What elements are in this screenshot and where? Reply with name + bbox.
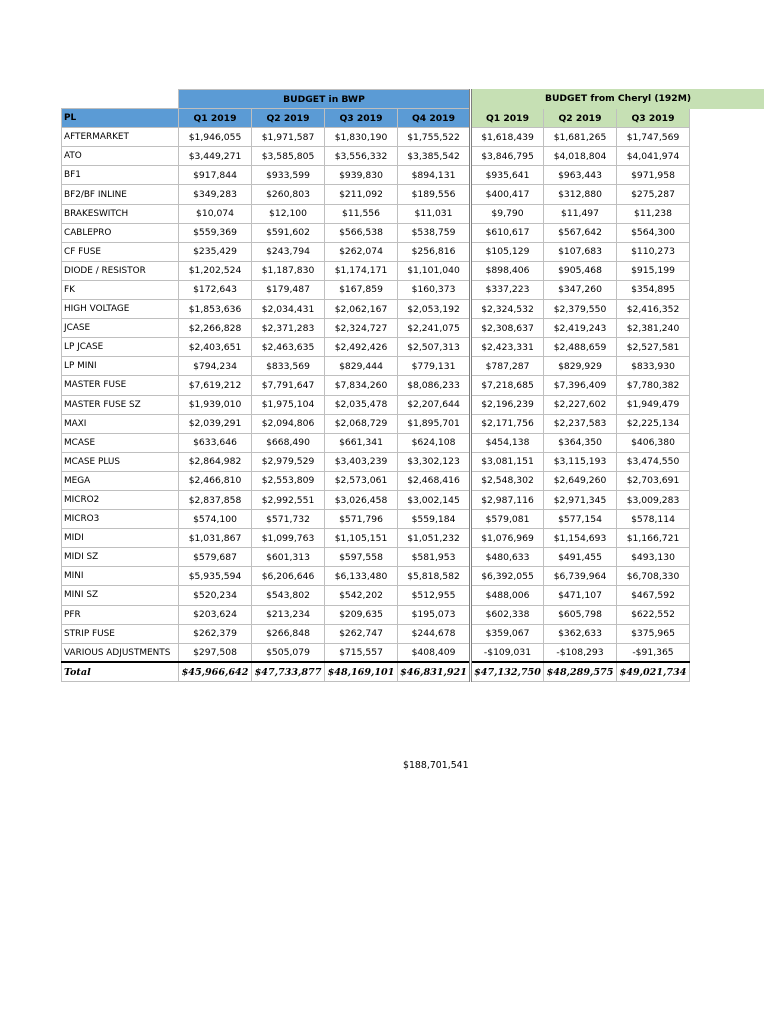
total-value-cell[interactable]: $47,132,750 (471, 662, 544, 681)
table-row (62, 166, 690, 185)
value-cell[interactable]: $2,992,551 (252, 490, 325, 509)
value-cell[interactable]: $2,649,260 (544, 471, 617, 490)
value-cell[interactable]: $349,283 (179, 185, 252, 204)
value-cell[interactable]: $7,396,409 (544, 376, 617, 395)
value-cell[interactable]: $6,206,646 (252, 567, 325, 586)
value-cell[interactable]: $11,031 (398, 204, 471, 223)
value-cell[interactable]: $2,227,602 (544, 395, 617, 414)
value-cell[interactable]: $406,380 (617, 433, 690, 452)
value-cell[interactable]: $581,953 (398, 548, 471, 567)
value-cell[interactable]: $624,108 (398, 433, 471, 452)
value-cell[interactable]: $1,187,830 (252, 261, 325, 280)
value-cell[interactable]: $571,732 (252, 510, 325, 529)
pl-name-cell[interactable]: MEGA (62, 471, 179, 490)
value-cell[interactable]: $2,423,331 (471, 338, 544, 357)
value-cell[interactable]: $833,930 (617, 357, 690, 376)
value-cell[interactable]: $1,051,232 (398, 529, 471, 548)
value-cell[interactable]: $2,068,729 (325, 414, 398, 433)
table-row (62, 242, 690, 261)
value-cell[interactable]: $7,780,382 (617, 376, 690, 395)
value-cell[interactable]: $2,266,828 (179, 319, 252, 338)
value-cell[interactable]: $172,643 (179, 280, 252, 299)
table-row (62, 300, 690, 319)
pl-name-cell[interactable]: STRIP FUSE (62, 624, 179, 643)
total-value-cell[interactable]: $45,966,642 (179, 662, 252, 681)
value-cell[interactable]: $5,935,594 (179, 567, 252, 586)
value-cell[interactable]: $2,241,075 (398, 319, 471, 338)
value-cell[interactable]: $1,154,693 (544, 529, 617, 548)
value-cell[interactable]: $559,369 (179, 223, 252, 242)
total-row (62, 662, 690, 681)
value-cell[interactable]: $787,287 (471, 357, 544, 376)
value-cell[interactable]: $2,094,806 (252, 414, 325, 433)
value-cell[interactable]: $591,602 (252, 223, 325, 242)
value-cell[interactable]: $6,133,480 (325, 567, 398, 586)
value-cell[interactable]: $1,681,265 (544, 128, 617, 147)
value-cell[interactable]: $4,018,804 (544, 147, 617, 166)
value-cell[interactable]: $337,223 (471, 280, 544, 299)
pl-name-cell[interactable]: BF1 (62, 166, 179, 185)
value-cell[interactable]: $2,507,313 (398, 338, 471, 357)
value-cell[interactable]: $2,324,727 (325, 319, 398, 338)
pl-name-cell[interactable]: HIGH VOLTAGE (62, 300, 179, 319)
value-cell[interactable]: $898,406 (471, 261, 544, 280)
value-cell[interactable]: $2,324,532 (471, 300, 544, 319)
value-cell[interactable]: $601,313 (252, 548, 325, 567)
value-cell[interactable]: $2,837,858 (179, 490, 252, 509)
value-cell[interactable]: $2,381,240 (617, 319, 690, 338)
total-value-cell[interactable]: $48,289,575 (544, 662, 617, 681)
value-cell[interactable]: $359,067 (471, 624, 544, 643)
value-cell[interactable]: $3,009,283 (617, 490, 690, 509)
value-cell[interactable]: $8,086,233 (398, 376, 471, 395)
value-cell[interactable]: $2,403,651 (179, 338, 252, 357)
value-cell[interactable]: $7,834,260 (325, 376, 398, 395)
group-header-bwp[interactable]: BUDGET in BWP (179, 90, 471, 109)
value-cell[interactable]: $491,455 (544, 548, 617, 567)
value-cell[interactable]: $235,429 (179, 242, 252, 261)
table-row (62, 567, 690, 586)
value-cell[interactable]: $480,633 (471, 548, 544, 567)
value-cell[interactable]: $2,979,529 (252, 452, 325, 471)
table-row (62, 605, 690, 624)
value-cell[interactable]: $564,300 (617, 223, 690, 242)
value-cell[interactable]: $577,154 (544, 510, 617, 529)
value-cell[interactable]: $3,302,123 (398, 452, 471, 471)
value-cell[interactable]: $894,131 (398, 166, 471, 185)
value-cell[interactable]: $578,114 (617, 510, 690, 529)
value-cell[interactable]: $6,739,964 (544, 567, 617, 586)
value-cell[interactable]: $2,468,416 (398, 471, 471, 490)
value-cell[interactable]: $2,225,134 (617, 414, 690, 433)
value-cell[interactable]: $408,409 (398, 643, 471, 662)
table-row (62, 147, 690, 166)
value-cell[interactable]: $2,573,061 (325, 471, 398, 490)
value-cell[interactable]: $622,552 (617, 605, 690, 624)
value-cell[interactable]: $1,971,587 (252, 128, 325, 147)
table-row (62, 261, 690, 280)
table-row (62, 395, 690, 414)
value-cell[interactable]: $6,708,330 (617, 567, 690, 586)
value-cell[interactable]: $260,803 (252, 185, 325, 204)
value-cell[interactable]: $354,895 (617, 280, 690, 299)
value-cell[interactable]: $1,101,040 (398, 261, 471, 280)
value-cell[interactable]: $1,975,104 (252, 395, 325, 414)
value-cell[interactable]: $1,895,701 (398, 414, 471, 433)
value-cell[interactable]: -$91,365 (617, 643, 690, 662)
grand-total-cell[interactable]: $188,701,541 (403, 760, 469, 771)
table-row (62, 338, 690, 357)
table-row (62, 185, 690, 204)
value-cell[interactable]: $2,308,637 (471, 319, 544, 338)
value-cell[interactable]: $605,798 (544, 605, 617, 624)
value-cell[interactable]: $1,031,867 (179, 529, 252, 548)
value-cell[interactable]: $160,373 (398, 280, 471, 299)
value-cell[interactable]: $935,641 (471, 166, 544, 185)
value-cell[interactable]: $3,002,145 (398, 490, 471, 509)
value-cell[interactable]: $538,759 (398, 223, 471, 242)
table-row (62, 376, 690, 395)
pl-name-cell[interactable]: LP JCASE (62, 338, 179, 357)
value-cell[interactable]: $275,287 (617, 185, 690, 204)
value-cell[interactable]: $1,099,763 (252, 529, 325, 548)
table-row (62, 223, 690, 242)
value-cell[interactable]: $3,556,332 (325, 147, 398, 166)
value-cell[interactable]: $1,105,151 (325, 529, 398, 548)
column-header-cheryl-q2[interactable]: Q2 2019 (544, 109, 617, 128)
pl-name-cell[interactable]: MINI SZ (62, 586, 179, 605)
pl-name-cell[interactable]: MCASE PLUS (62, 452, 179, 471)
value-cell[interactable]: $1,202,524 (179, 261, 252, 280)
value-cell[interactable]: $579,687 (179, 548, 252, 567)
pl-name-cell[interactable]: BF2/BF INLINE (62, 185, 179, 204)
pl-name-cell[interactable]: MINI (62, 567, 179, 586)
value-cell[interactable]: $400,417 (471, 185, 544, 204)
value-cell[interactable]: $347,260 (544, 280, 617, 299)
table-row (62, 280, 690, 299)
value-cell[interactable]: $3,385,542 (398, 147, 471, 166)
table-row (62, 586, 690, 605)
value-cell[interactable]: $1,076,969 (471, 529, 544, 548)
value-cell[interactable]: $2,548,302 (471, 471, 544, 490)
value-cell[interactable]: $917,844 (179, 166, 252, 185)
total-value-cell[interactable]: $47,733,877 (252, 662, 325, 681)
value-cell[interactable]: $454,138 (471, 433, 544, 452)
value-cell[interactable]: $2,034,431 (252, 300, 325, 319)
value-cell[interactable]: -$108,293 (544, 643, 617, 662)
value-cell[interactable]: $209,635 (325, 605, 398, 624)
value-cell[interactable]: $661,341 (325, 433, 398, 452)
value-cell[interactable]: $1,946,055 (179, 128, 252, 147)
value-cell[interactable]: $2,492,426 (325, 338, 398, 357)
budget-table (61, 89, 690, 682)
value-cell[interactable]: $2,463,635 (252, 338, 325, 357)
value-cell[interactable]: $2,527,581 (617, 338, 690, 357)
value-cell[interactable]: $244,678 (398, 624, 471, 643)
total-label[interactable]: Total (62, 662, 179, 681)
value-cell[interactable]: $3,449,271 (179, 147, 252, 166)
table-row (62, 643, 690, 662)
pl-name-cell[interactable]: MAXI (62, 414, 179, 433)
value-cell[interactable]: $7,218,685 (471, 376, 544, 395)
value-cell[interactable]: $262,747 (325, 624, 398, 643)
value-cell[interactable]: $2,488,659 (544, 338, 617, 357)
pl-name-cell[interactable]: MASTER FUSE SZ (62, 395, 179, 414)
total-value-cell[interactable]: $48,169,101 (325, 662, 398, 681)
value-cell[interactable]: $1,755,522 (398, 128, 471, 147)
value-cell[interactable]: $2,207,644 (398, 395, 471, 414)
value-cell[interactable]: $203,624 (179, 605, 252, 624)
value-cell[interactable]: $939,830 (325, 166, 398, 185)
column-header-cheryl-q1[interactable]: Q1 2019 (471, 109, 544, 128)
value-cell[interactable]: $471,107 (544, 586, 617, 605)
value-cell[interactable]: $2,237,583 (544, 414, 617, 433)
pl-name-cell[interactable]: CABLEPRO (62, 223, 179, 242)
pl-name-cell[interactable]: MICRO3 (62, 510, 179, 529)
value-cell[interactable]: $6,392,055 (471, 567, 544, 586)
value-cell[interactable]: $3,115,193 (544, 452, 617, 471)
column-header-row (62, 109, 690, 128)
value-cell[interactable]: $543,802 (252, 586, 325, 605)
table-row (62, 414, 690, 433)
value-cell[interactable]: $2,703,691 (617, 471, 690, 490)
value-cell[interactable]: $2,371,283 (252, 319, 325, 338)
pl-name-cell[interactable]: MICRO2 (62, 490, 179, 509)
value-cell[interactable]: $467,592 (617, 586, 690, 605)
value-cell[interactable]: $3,026,458 (325, 490, 398, 509)
value-cell[interactable]: $1,174,171 (325, 261, 398, 280)
pl-name-cell[interactable]: AFTERMARKET (62, 128, 179, 147)
value-cell[interactable]: $4,041,974 (617, 147, 690, 166)
value-cell[interactable]: $5,818,582 (398, 567, 471, 586)
pl-name-cell[interactable]: MIDI (62, 529, 179, 548)
value-cell[interactable]: $505,079 (252, 643, 325, 662)
value-cell[interactable]: $2,971,345 (544, 490, 617, 509)
pl-name-cell[interactable]: VARIOUS ADJUSTMENTS (62, 643, 179, 662)
value-cell[interactable]: $3,403,239 (325, 452, 398, 471)
value-cell[interactable]: -$109,031 (471, 643, 544, 662)
value-cell[interactable]: $668,490 (252, 433, 325, 452)
table-row (62, 624, 690, 643)
value-cell[interactable]: $1,618,439 (471, 128, 544, 147)
table-row (62, 452, 690, 471)
value-cell[interactable]: $571,796 (325, 510, 398, 529)
column-header-pl[interactable]: PL (62, 109, 179, 128)
value-cell[interactable]: $312,880 (544, 185, 617, 204)
value-cell[interactable]: $7,619,212 (179, 376, 252, 395)
pl-name-cell[interactable]: MASTER FUSE (62, 376, 179, 395)
pl-name-cell[interactable]: MIDI SZ (62, 548, 179, 567)
value-cell[interactable]: $262,379 (179, 624, 252, 643)
value-cell[interactable]: $2,171,756 (471, 414, 544, 433)
value-cell[interactable]: $915,199 (617, 261, 690, 280)
value-cell[interactable]: $520,234 (179, 586, 252, 605)
column-header-bwp-q2[interactable]: Q2 2019 (252, 109, 325, 128)
pl-name-cell[interactable]: MCASE (62, 433, 179, 452)
pl-name-cell[interactable]: JCASE (62, 319, 179, 338)
value-cell[interactable]: $195,073 (398, 605, 471, 624)
value-cell[interactable]: $375,965 (617, 624, 690, 643)
value-cell[interactable]: $262,074 (325, 242, 398, 261)
blank-cell (62, 90, 179, 109)
budget-sheet (61, 89, 690, 682)
value-cell[interactable]: $829,929 (544, 357, 617, 376)
value-cell[interactable]: $2,987,116 (471, 490, 544, 509)
value-cell[interactable]: $905,468 (544, 261, 617, 280)
value-cell[interactable]: $213,234 (252, 605, 325, 624)
value-cell[interactable]: $2,466,810 (179, 471, 252, 490)
group-header-cheryl-label: BUDGET from Cheryl (192M) (472, 89, 764, 109)
value-cell[interactable]: $829,444 (325, 357, 398, 376)
value-cell[interactable]: $512,955 (398, 586, 471, 605)
value-cell[interactable]: $3,474,550 (617, 452, 690, 471)
value-cell[interactable]: $105,129 (471, 242, 544, 261)
group-header-row (62, 90, 690, 109)
value-cell[interactable]: $715,557 (325, 643, 398, 662)
value-cell[interactable]: $3,081,151 (471, 452, 544, 471)
value-cell[interactable]: $297,508 (179, 643, 252, 662)
value-cell[interactable]: $833,569 (252, 357, 325, 376)
value-cell[interactable]: $11,497 (544, 204, 617, 223)
value-cell[interactable]: $2,039,291 (179, 414, 252, 433)
value-cell[interactable]: $2,419,243 (544, 319, 617, 338)
pl-name-cell[interactable]: ATO (62, 147, 179, 166)
value-cell[interactable]: $110,273 (617, 242, 690, 261)
value-cell[interactable]: $11,238 (617, 204, 690, 223)
value-cell[interactable]: $1,830,190 (325, 128, 398, 147)
value-cell[interactable]: $633,646 (179, 433, 252, 452)
value-cell[interactable]: $610,617 (471, 223, 544, 242)
pl-name-cell[interactable]: CF FUSE (62, 242, 179, 261)
table-row (62, 433, 690, 452)
value-cell[interactable]: $189,556 (398, 185, 471, 204)
value-cell[interactable]: $566,538 (325, 223, 398, 242)
value-cell[interactable]: $963,443 (544, 166, 617, 185)
value-cell[interactable]: $971,958 (617, 166, 690, 185)
value-cell[interactable]: $2,553,809 (252, 471, 325, 490)
value-cell[interactable]: $3,585,805 (252, 147, 325, 166)
table-row (62, 471, 690, 490)
value-cell[interactable]: $7,791,647 (252, 376, 325, 395)
value-cell[interactable]: $256,816 (398, 242, 471, 261)
value-cell[interactable]: $2,864,982 (179, 452, 252, 471)
value-cell[interactable]: $1,853,636 (179, 300, 252, 319)
value-cell[interactable]: $362,633 (544, 624, 617, 643)
column-header-bwp-q4[interactable]: Q4 2019 (398, 109, 471, 128)
value-cell[interactable]: $559,184 (398, 510, 471, 529)
value-cell[interactable]: $2,035,478 (325, 395, 398, 414)
value-cell[interactable]: $243,794 (252, 242, 325, 261)
value-cell[interactable]: $1,939,010 (179, 395, 252, 414)
value-cell[interactable]: $2,053,192 (398, 300, 471, 319)
value-cell[interactable]: $933,599 (252, 166, 325, 185)
pl-name-cell[interactable]: LP MINI (62, 357, 179, 376)
table-row (62, 319, 690, 338)
value-cell[interactable]: $542,202 (325, 586, 398, 605)
value-cell[interactable]: $579,081 (471, 510, 544, 529)
table-row (62, 204, 690, 223)
value-cell[interactable]: $364,350 (544, 433, 617, 452)
value-cell[interactable]: $107,683 (544, 242, 617, 261)
table-row (62, 128, 690, 147)
column-header-cheryl-q3[interactable]: Q3 2019 (617, 109, 690, 128)
value-cell[interactable]: $1,949,479 (617, 395, 690, 414)
group-header-cheryl[interactable] (471, 90, 690, 109)
value-cell[interactable]: $493,130 (617, 548, 690, 567)
value-cell[interactable]: $12,100 (252, 204, 325, 223)
value-cell[interactable]: $2,196,239 (471, 395, 544, 414)
table-row (62, 548, 690, 567)
total-value-cell[interactable]: $46,831,921 (398, 662, 471, 681)
value-cell[interactable]: $3,846,795 (471, 147, 544, 166)
value-cell[interactable]: $2,379,550 (544, 300, 617, 319)
value-cell[interactable]: $602,338 (471, 605, 544, 624)
value-cell[interactable]: $567,642 (544, 223, 617, 242)
value-cell[interactable]: $179,487 (252, 280, 325, 299)
pl-name-cell[interactable]: PFR (62, 605, 179, 624)
value-cell[interactable]: $574,100 (179, 510, 252, 529)
value-cell[interactable]: $1,747,569 (617, 128, 690, 147)
table-row (62, 510, 690, 529)
value-cell[interactable]: $488,006 (471, 586, 544, 605)
value-cell[interactable]: $266,848 (252, 624, 325, 643)
value-cell[interactable]: $597,558 (325, 548, 398, 567)
value-cell[interactable]: $211,092 (325, 185, 398, 204)
value-cell[interactable]: $2,062,167 (325, 300, 398, 319)
value-cell[interactable]: $2,416,352 (617, 300, 690, 319)
table-row (62, 357, 690, 376)
pl-name-cell[interactable]: DIODE / RESISTOR (62, 261, 179, 280)
total-value-cell[interactable]: $49,021,734 (617, 662, 690, 681)
column-header-bwp-q1[interactable]: Q1 2019 (179, 109, 252, 128)
value-cell[interactable]: $1,166,721 (617, 529, 690, 548)
value-cell[interactable]: $167,859 (325, 280, 398, 299)
table-row (62, 490, 690, 509)
column-header-bwp-q3[interactable]: Q3 2019 (325, 109, 398, 128)
pl-name-cell[interactable]: FK (62, 280, 179, 299)
value-cell[interactable]: $10,074 (179, 204, 252, 223)
pl-name-cell[interactable]: BRAKESWITCH (62, 204, 179, 223)
value-cell[interactable]: $779,131 (398, 357, 471, 376)
value-cell[interactable]: $11,556 (325, 204, 398, 223)
value-cell[interactable]: $9,790 (471, 204, 544, 223)
table-row (62, 529, 690, 548)
value-cell[interactable]: $794,234 (179, 357, 252, 376)
